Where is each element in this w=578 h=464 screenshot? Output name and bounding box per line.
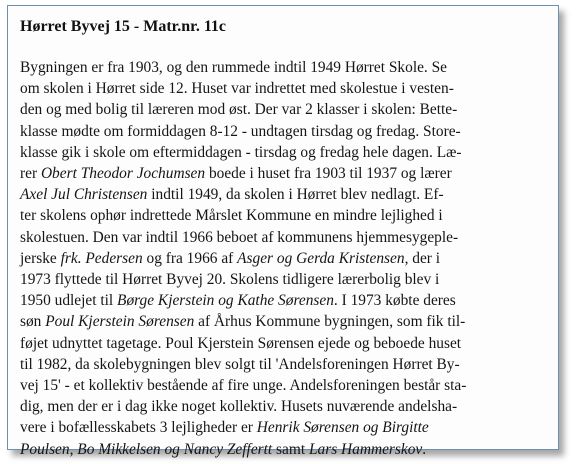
text-run: og fra 1966 af [142, 249, 238, 267]
person-name: Poul Kjerstein Sørensen [45, 313, 195, 331]
text-line [20, 290, 546, 311]
text-line [20, 439, 546, 460]
text-line [20, 354, 546, 375]
text-run: , [69, 440, 78, 458]
document-body [20, 57, 546, 460]
text-line [20, 311, 546, 332]
text-line [20, 248, 546, 269]
person-name: Lars Hammerskov [308, 440, 423, 458]
text-run: klasse mødte om formiddagen 8-12 - undtagen tirsdag og fredag. Store- [20, 122, 461, 140]
text-run: skolestuen. Den var indtil 1966 beboet af kommunens hjemmesygeple- [20, 228, 459, 246]
text-line [20, 78, 546, 99]
text-line [20, 121, 546, 142]
person-name: Asger og Gerda Kristensen [237, 249, 405, 267]
person-name: Obert Theodor Jochumsen [40, 165, 206, 183]
document-title: Hørret Byvej 15 - Matr.nr. 11c [20, 18, 227, 35]
text-run: , der i [404, 249, 441, 267]
person-name: frk. Pedersen [60, 249, 143, 267]
text-run: . [422, 440, 427, 458]
text-run: . I 1973 købte deres [333, 292, 456, 310]
text-run: vere i bofællesskabets 3 lejligheder er [20, 419, 257, 437]
text-line [20, 142, 546, 163]
person-name: Poulsen [20, 440, 70, 458]
text-run: til 1982, da skolebygningen blev solgt til 'Andelsforeningen Hørret By- [20, 355, 460, 373]
text-run: dig, men der er i dag ikke noget kollektiv. Husets nuværende andelsha- [20, 398, 458, 416]
text-line [20, 99, 546, 120]
text-run: samt [272, 440, 309, 458]
text-run: den og med bolig til læreren mod øst. Der var 2 klasser i skolen: Bette- [20, 101, 458, 119]
text-run: ter skolens ophør indrettede Mårslet Kommune en mindre lejlighed i [20, 207, 443, 225]
text-line [20, 57, 546, 78]
text-run: føjet udnyttet tagetage. Poul Kjerstein Sørensen ejede og beboede huset [20, 334, 462, 352]
text-line [20, 163, 546, 184]
person-name: Axel Jul Christensen [20, 186, 148, 204]
person-name: Børge Kjerstein og Kathe Sørensen [117, 292, 334, 310]
text-run: søn [20, 313, 46, 331]
text-run: vej 15' - et kollektiv bestående af fire unge. Andelsforeningen består sta- [20, 377, 467, 395]
person-name: Henrik Sørensen og Birgitte [256, 419, 429, 437]
text-line [20, 184, 546, 205]
text-run: boede i huset fra 1903 til 1937 og lærer [205, 165, 452, 183]
document-content [18, 14, 546, 460]
text-run: Bygningen er fra 1903, og den rummede indtil 1949 Hørret Skole. Se [20, 59, 448, 76]
text-line [20, 205, 546, 226]
text-line [20, 417, 546, 438]
person-name: Bo Mikkelsen og Nancy Zeffertt [77, 440, 273, 458]
text-run: om skolen i Hørret side 12. Huset var indrettet med skolestue i vesten- [20, 80, 454, 98]
text-run: klasse gik i skole om eftermiddagen - tirsdag og fredag hele dagen. Læ- [20, 143, 462, 161]
text-line [20, 227, 546, 248]
text-line [20, 375, 546, 396]
text-run: 1950 udlejet til [20, 292, 118, 310]
text-line [20, 333, 546, 354]
text-run: af Århus Kommune bygningen, som fik til- [194, 313, 466, 331]
text-run: 1973 flyttede til Hørret Byvej 20. Skolens tidligere lærerbolig blev i [20, 271, 440, 289]
text-line [20, 269, 546, 290]
document-frame [7, 5, 559, 458]
text-run: jerske [20, 249, 61, 267]
text-run: indtil 1949, da skolen i Hørret blev nedlagt. Ef- [147, 186, 444, 204]
text-run: rer [20, 165, 41, 183]
text-line [20, 396, 546, 417]
